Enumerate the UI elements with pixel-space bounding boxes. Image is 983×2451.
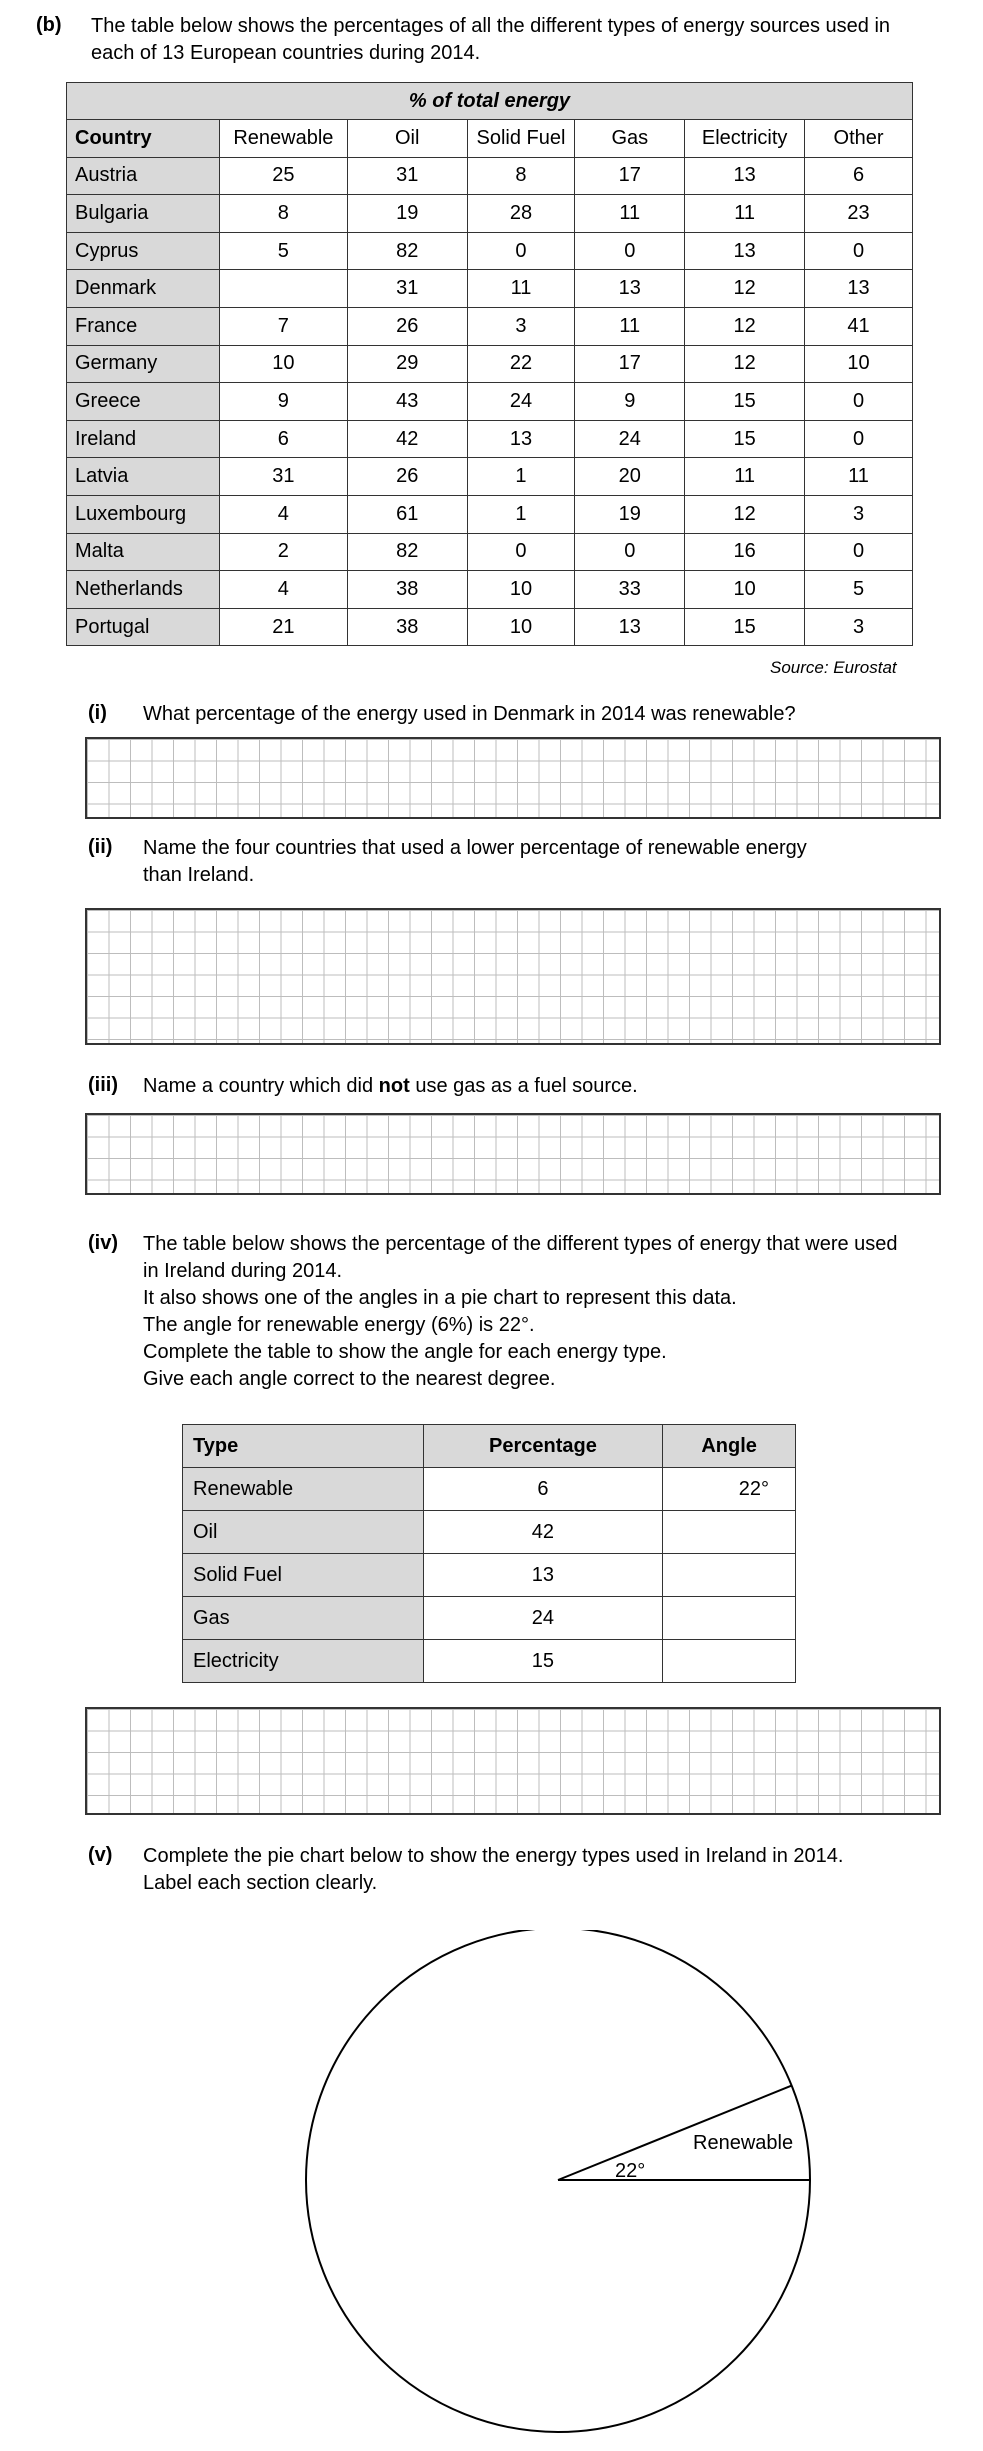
value-cell: 12 (685, 345, 805, 383)
q-v-line-2: Label each section clearly. (143, 1872, 378, 1894)
q-iii-post: use gas as a fuel source. (409, 1075, 638, 1097)
value-cell: 42 (347, 420, 467, 458)
value-cell: 1 (467, 495, 575, 533)
answer-box-i[interactable] (85, 737, 941, 819)
value-cell: 11 (685, 195, 805, 233)
col-header-gas: Gas (575, 120, 685, 158)
value-cell: 1 (467, 458, 575, 496)
value-cell: 21 (219, 608, 347, 646)
value-cell: 19 (347, 195, 467, 233)
value-cell: 29 (347, 345, 467, 383)
value-cell: 17 (575, 345, 685, 383)
value-cell: 10 (467, 571, 575, 609)
value-cell: 19 (575, 495, 685, 533)
table-row (67, 345, 913, 383)
value-cell: 38 (347, 571, 467, 609)
value-cell: 26 (347, 307, 467, 345)
value-cell: 15 (685, 383, 805, 421)
energy-type-cell: Oil (183, 1511, 424, 1554)
value-cell: 0 (805, 232, 913, 270)
angle-cell[interactable] (663, 1597, 796, 1640)
country-cell: Netherlands (67, 571, 220, 609)
country-cell: Denmark (67, 270, 220, 308)
value-cell: 4 (219, 495, 347, 533)
value-cell: 20 (575, 458, 685, 496)
value-cell: 23 (805, 195, 913, 233)
energy-sources-table (66, 82, 913, 646)
value-cell: 0 (805, 420, 913, 458)
country-cell: Bulgaria (67, 195, 220, 233)
value-cell: 13 (575, 270, 685, 308)
value-cell: 3 (805, 495, 913, 533)
value-cell: 11 (467, 270, 575, 308)
table-row (183, 1511, 796, 1554)
value-cell: 10 (467, 608, 575, 646)
percentage-cell: 24 (423, 1597, 663, 1640)
q-iv-line-5: Complete the table to show the angle for each energy type. (143, 1341, 667, 1363)
country-cell: Portugal (67, 608, 220, 646)
value-cell: 25 (219, 157, 347, 195)
angle-table-header-row (183, 1425, 796, 1468)
value-cell: 11 (575, 307, 685, 345)
value-cell: 13 (575, 608, 685, 646)
country-cell: Luxembourg (67, 495, 220, 533)
value-cell: 31 (219, 458, 347, 496)
energy-type-cell: Gas (183, 1597, 424, 1640)
value-cell: 13 (685, 157, 805, 195)
pie-angle-label: 22° (615, 2160, 646, 2182)
q-iv-line-3: It also shows one of the angles in a pie chart to represent this data. (143, 1287, 737, 1309)
value-cell: 12 (685, 307, 805, 345)
energy-type-cell: Electricity (183, 1640, 424, 1683)
value-cell: 31 (347, 157, 467, 195)
angle-cell[interactable] (663, 1511, 796, 1554)
q-iii-pre: Name a country which did (143, 1075, 379, 1097)
value-cell: 10 (219, 345, 347, 383)
value-cell: 24 (575, 420, 685, 458)
table-row (67, 307, 913, 345)
col-header-solid-fuel: Solid Fuel (467, 120, 575, 158)
col-header-angle: Angle (663, 1425, 796, 1468)
q-v-text (143, 1843, 843, 1897)
table-row (67, 420, 913, 458)
energy-type-cell: Solid Fuel (183, 1554, 424, 1597)
q-ii-label: (ii) (88, 836, 113, 858)
table-row (67, 383, 913, 421)
part-b-intro (91, 13, 971, 67)
table-row (183, 1640, 796, 1683)
table-row (67, 495, 913, 533)
percentage-cell: 15 (423, 1640, 663, 1683)
table-row (183, 1554, 796, 1597)
q-iii-bold: not (378, 1075, 410, 1097)
value-cell: 41 (805, 307, 913, 345)
value-cell: 0 (575, 533, 685, 571)
answer-box-iii[interactable] (85, 1113, 941, 1195)
value-cell: 4 (219, 571, 347, 609)
value-cell: 26 (347, 458, 467, 496)
table-row (67, 608, 913, 646)
table-row (67, 195, 913, 233)
table-row (67, 157, 913, 195)
value-cell: 12 (685, 495, 805, 533)
source-note: Source: Eurostat (770, 658, 897, 677)
country-cell: France (67, 307, 220, 345)
value-cell: 15 (685, 608, 805, 646)
pie-chart[interactable] (300, 1930, 820, 2450)
value-cell (219, 270, 347, 308)
value-cell: 0 (805, 383, 913, 421)
value-cell: 0 (805, 533, 913, 571)
q-ii-text (143, 835, 807, 889)
value-cell: 6 (805, 157, 913, 195)
col-header-renewable: Renewable (219, 120, 347, 158)
value-cell: 5 (219, 232, 347, 270)
q-i-label: (i) (88, 702, 107, 724)
q-iv-line-4: The angle for renewable energy (6%) is 22°. (143, 1314, 535, 1336)
value-cell: 3 (467, 307, 575, 345)
value-cell: 16 (685, 533, 805, 571)
intro-line-2: each of 13 European countries during 2014. (91, 42, 481, 64)
table-row (67, 571, 913, 609)
value-cell: 11 (685, 458, 805, 496)
percentage-cell: 13 (423, 1554, 663, 1597)
answer-box-ii[interactable] (85, 908, 941, 1045)
pie-renewable-label: Renewable (693, 2132, 794, 2154)
value-cell: 82 (347, 533, 467, 571)
q-iii-label: (iii) (88, 1074, 118, 1096)
percentage-cell: 6 (423, 1468, 663, 1511)
q-v-line-1: Complete the pie chart below to show the energy types used in Ireland in 2014. (143, 1845, 844, 1867)
table-row (67, 232, 913, 270)
q-iii-text (143, 1073, 638, 1100)
part-b-label: (b) (36, 14, 62, 36)
col-header-electricity: Electricity (685, 120, 805, 158)
table-row (183, 1468, 796, 1511)
value-cell: 10 (805, 345, 913, 383)
q-iv-line-6: Give each angle correct to the nearest degree. (143, 1368, 556, 1390)
col-header-oil: Oil (347, 120, 467, 158)
value-cell: 82 (347, 232, 467, 270)
percentage-cell: 42 (423, 1511, 663, 1554)
value-cell: 11 (575, 195, 685, 233)
angle-cell[interactable] (663, 1554, 796, 1597)
country-cell: Cyprus (67, 232, 220, 270)
value-cell: 43 (347, 383, 467, 421)
table-column-header-row (67, 120, 913, 158)
value-cell: 2 (219, 533, 347, 571)
value-cell: 0 (467, 533, 575, 571)
q-iv-line-2: in Ireland during 2014. (143, 1260, 343, 1282)
value-cell: 0 (467, 232, 575, 270)
value-cell: 9 (575, 383, 685, 421)
value-cell: 8 (219, 195, 347, 233)
value-cell: 9 (219, 383, 347, 421)
col-header-percentage: Percentage (423, 1425, 663, 1468)
table-group-header-row (67, 83, 913, 120)
country-cell: Ireland (67, 420, 220, 458)
value-cell: 33 (575, 571, 685, 609)
value-cell: 3 (805, 608, 913, 646)
group-header: % of total energy (67, 83, 913, 120)
value-cell: 61 (347, 495, 467, 533)
value-cell: 13 (467, 420, 575, 458)
table-row (67, 270, 913, 308)
q-ii-line-2: than Ireland. (143, 864, 255, 886)
q-iv-line-1: The table below shows the percentage of the different types of energy that were used (143, 1233, 898, 1255)
value-cell: 38 (347, 608, 467, 646)
value-cell: 12 (685, 270, 805, 308)
country-cell: Germany (67, 345, 220, 383)
value-cell: 22 (467, 345, 575, 383)
answer-box-iv[interactable] (85, 1707, 941, 1815)
intro-line-1: The table below shows the percentages of all the different types of energy sources used in (91, 15, 891, 37)
table-row (67, 533, 913, 571)
value-cell: 24 (467, 383, 575, 421)
energy-type-cell: Renewable (183, 1468, 424, 1511)
value-cell: 0 (575, 232, 685, 270)
value-cell: 8 (467, 157, 575, 195)
q-iv-text (143, 1231, 963, 1393)
country-cell: Greece (67, 383, 220, 421)
table-row (183, 1597, 796, 1640)
value-cell: 15 (685, 420, 805, 458)
value-cell: 7 (219, 307, 347, 345)
value-cell: 13 (685, 232, 805, 270)
country-cell: Malta (67, 533, 220, 571)
q-v-label: (v) (88, 1844, 113, 1866)
col-header-type: Type (183, 1425, 424, 1468)
value-cell: 28 (467, 195, 575, 233)
angle-cell[interactable]: 22° (663, 1468, 796, 1511)
q-i-text: What percentage of the energy used in Denmark in 2014 was renewable? (143, 703, 796, 725)
col-header-country: Country (67, 120, 220, 158)
angle-cell[interactable] (663, 1640, 796, 1683)
table-row (67, 458, 913, 496)
country-cell: Latvia (67, 458, 220, 496)
q-iv-label: (iv) (88, 1232, 118, 1254)
value-cell: 5 (805, 571, 913, 609)
value-cell: 13 (805, 270, 913, 308)
q-ii-line-1: Name the four countries that used a lower percentage of renewable energy (143, 837, 807, 859)
value-cell: 10 (685, 571, 805, 609)
value-cell: 17 (575, 157, 685, 195)
ireland-angle-table (182, 1424, 796, 1683)
value-cell: 11 (805, 458, 913, 496)
value-cell: 31 (347, 270, 467, 308)
col-header-other: Other (805, 120, 913, 158)
value-cell: 6 (219, 420, 347, 458)
country-cell: Austria (67, 157, 220, 195)
